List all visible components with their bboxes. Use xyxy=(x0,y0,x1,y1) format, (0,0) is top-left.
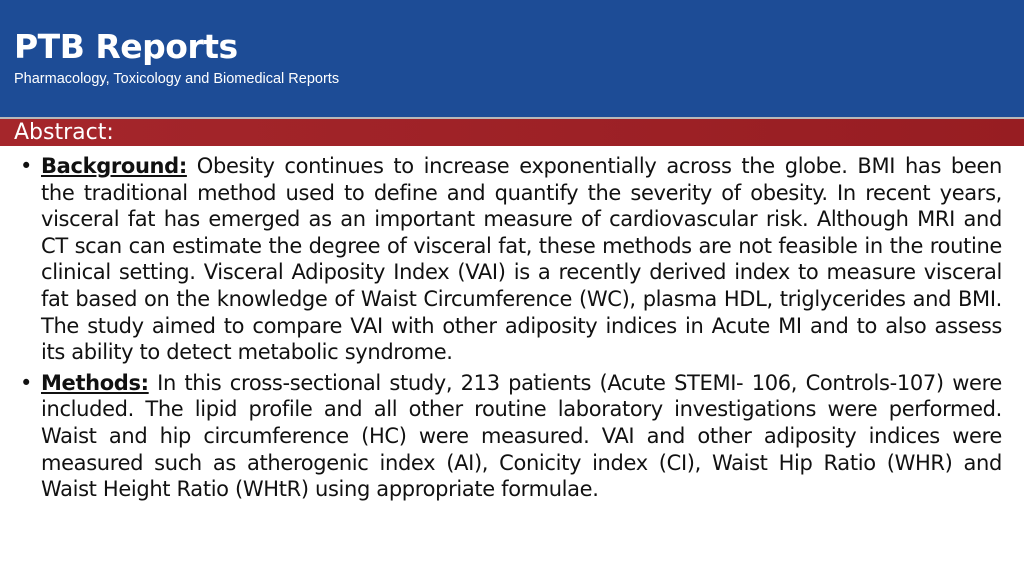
bullet-text: In this cross-sectional study, 213 patients (Acute STEMI- 106, Controls-107) were included. The lipid profile and all other routine laboratory investigations were performed. Waist and hip circumference (HC) were measured. VAI and other adiposity indices were measured such as atherogenic index (AI), Conicity index (CI), Waist Hip Ratio (WHR) and Waist Height Ratio (WHtR) using appropriate formulae. xyxy=(41,370,1002,502)
section-title: Abstract: xyxy=(14,120,114,145)
journal-header xyxy=(0,0,1024,117)
bullet-lead: Background: xyxy=(41,154,187,178)
journal-title: PTB Reports xyxy=(14,27,238,66)
section-bar xyxy=(0,119,1024,146)
bullet-dot-icon: • xyxy=(20,370,33,395)
bullet-dot-icon: • xyxy=(20,154,33,178)
journal-subtitle: Pharmacology, Toxicology and Biomedical Reports xyxy=(14,71,340,87)
bullet-background xyxy=(18,153,1002,366)
bullet-lead: Methods: xyxy=(41,370,149,395)
bullet-text: Obesity continues to increase exponentially across the globe. BMI has been the traditional method used to define and quantify the severity of obesity. In recent years, visceral fat has emerged as an important measure of cardiovascular risk. Although MRI and CT scan can estimate the degree of visceral fat, these methods are not feasible in the routine clinical setting. Visceral Adiposity Index (VAI) is a recently derived index to measure visceral fat based on the knowledge of Waist Circumference (WC), plasma HDL, triglycerides and BMI. The study aimed to compare VAI with other adiposity indices in Acute MI and to also assess its ability to detect metabolic syndrome. xyxy=(41,154,1003,365)
bullet-methods xyxy=(18,370,1002,503)
abstract-content xyxy=(18,153,1002,507)
